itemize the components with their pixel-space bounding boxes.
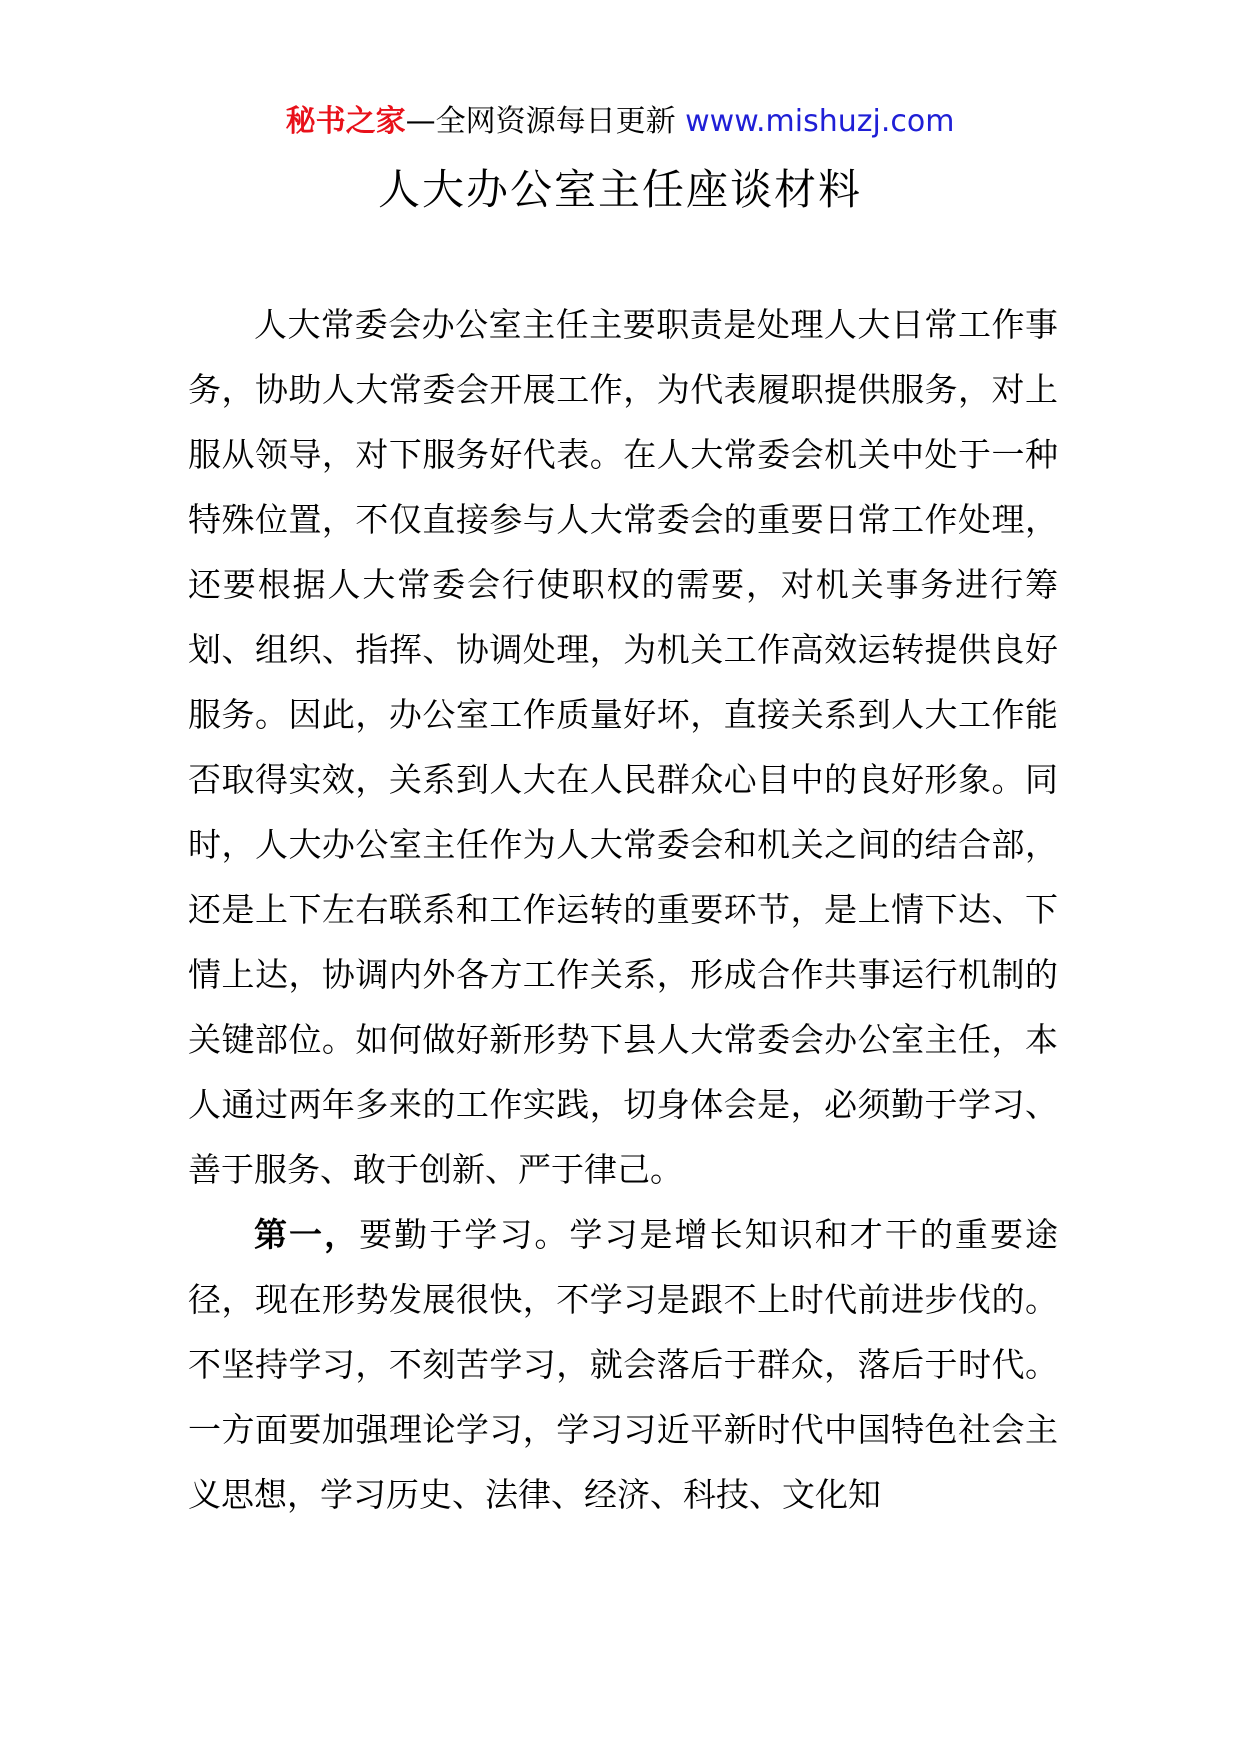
site-slogan: —全网资源每日更新 <box>405 104 676 139</box>
paragraph-2-lead: 第一， <box>254 1215 360 1254</box>
document-body <box>188 292 1058 1527</box>
document-title: 人大办公室主任座谈材料 <box>377 165 862 214</box>
paragraph-2 <box>188 1202 1058 1527</box>
site-url[interactable]: www.mishuzj.com <box>685 104 955 139</box>
paragraph-1: 人大常委会办公室主任主要职责是处理人大日常工作事务，协助人大常委会开展工作，为代表履职提供服务，对上服从领导，对下服务好代表。在人大常委会机关中处于一种特殊位置，不仅直接参与人大常委会的重要日常工作处理，还要根据人大常委会行使职权的需要，对机关事务进行筹划、组织、指挥、协调处理，为机关工作高效运转提供良好服务。因此，办公室工作质量好坏，直接关系到人大工作能否取得实效，关系到人大在人民群众心目中的良好形象。同时，人大办公室主任作为人大常委会和机关之间的结合部，还是上下左右联系和工作运转的重要环节，是上情下达、下情上达，协调内外各方工作关系，形成合作共事运行机制的关键部位。如何做好新形势下县人大常委会办公室主任，本人通过两年多来的工作实践，切身体会是，必须勤于学习、善于服务、敢于创新、严于律己。 <box>188 305 1058 1189</box>
brand-name: 秘书之家 <box>285 104 406 139</box>
paragraph-2-text: 要勤于学习。学习是增长知识和才干的重要途径，现在形势发展很快，不学习是跟不上时代前进步伐的。不坚持学习，不刻苦学习，就会落后于群众，落后于时代。一方面要加强理论学习，学习习近平新时代中国特色社会主义思想，学习历史、法律、经济、科技、文化知 <box>188 1215 1059 1514</box>
site-header <box>0 102 1240 142</box>
